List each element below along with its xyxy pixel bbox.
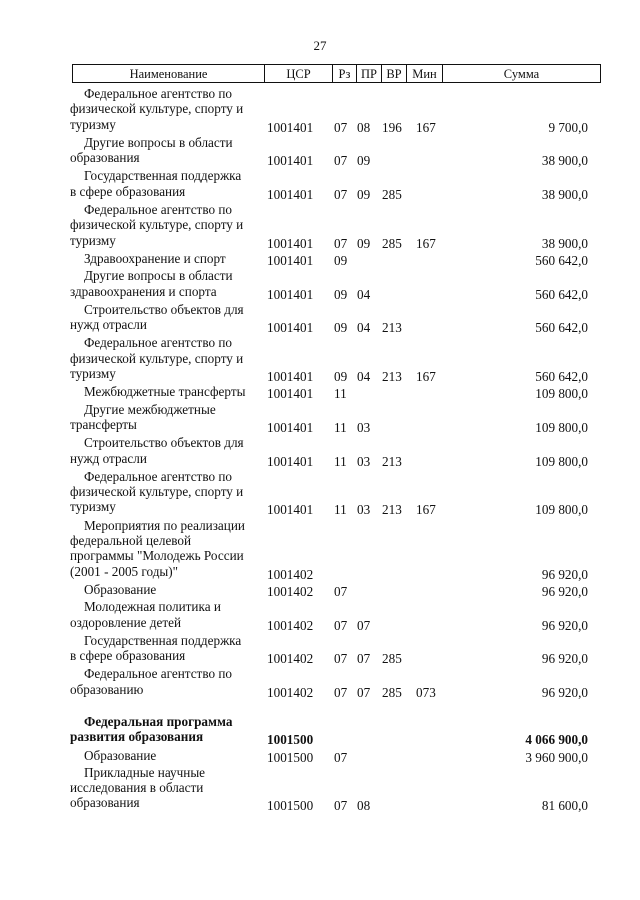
- row-csr: 1001500: [267, 749, 314, 765]
- row-name-line: Межбюджетные трансферты: [84, 384, 246, 400]
- row-csr: 1001402: [267, 651, 314, 667]
- row-rz: 07: [334, 119, 348, 135]
- row-name-line: физической культуре, спорту и: [70, 484, 244, 500]
- row-name-line: программы "Молодежь России: [70, 548, 244, 564]
- table-row: [0, 435, 640, 469]
- row-sum: 109 800,0: [535, 502, 588, 518]
- row-name: [70, 748, 260, 763]
- row-name-line: физической культуре, спорту и: [70, 217, 244, 233]
- row-min: 167: [416, 119, 436, 135]
- row-csr: 1001401: [267, 320, 314, 336]
- row-csr: 1001401: [267, 419, 314, 435]
- table-body: [0, 86, 640, 814]
- row-sum: 560 642,0: [535, 320, 588, 336]
- row-name-line: федеральной целевой: [70, 533, 192, 549]
- row-pr: 03: [357, 453, 371, 469]
- row-name-line: Федеральное агентство по: [84, 335, 232, 351]
- row-name-line: (2001 - 2005 годы)": [70, 563, 179, 579]
- row-vr: 213: [382, 502, 402, 518]
- column-header-pr: ПР: [356, 65, 381, 82]
- table-header: [72, 64, 601, 83]
- row-rz: 09: [334, 369, 348, 385]
- row-name-line: Другие межбюджетные: [84, 401, 216, 417]
- row-csr: 1001500: [267, 798, 314, 814]
- row-name: [70, 666, 260, 697]
- row-name: [70, 384, 260, 399]
- row-vr: 213: [382, 453, 402, 469]
- table-row: [0, 748, 640, 765]
- row-name-line: Молодежная политика и: [84, 599, 221, 615]
- row-name-line: Федеральное агентство по: [84, 468, 232, 484]
- row-min: 167: [416, 235, 436, 251]
- row-csr: 1001401: [267, 186, 314, 202]
- row-rz: 07: [334, 235, 348, 251]
- row-name-line: туризму: [70, 366, 116, 382]
- row-rz: 07: [334, 651, 348, 667]
- row-pr: 04: [357, 286, 371, 302]
- row-csr: 1001401: [267, 502, 314, 518]
- column-header-min: Мин: [406, 65, 442, 82]
- row-name-line: трансферты: [70, 416, 137, 432]
- table-row: [0, 251, 640, 268]
- row-name-line: Строительство объектов для: [84, 435, 244, 451]
- row-rz: 09: [334, 252, 348, 268]
- row-rz: 11: [334, 386, 347, 402]
- row-pr: 03: [357, 419, 371, 435]
- table-row: [0, 202, 640, 251]
- row-name-line: Другие вопросы в области: [84, 134, 233, 150]
- row-rz: 11: [334, 502, 347, 518]
- row-csr: 1001401: [267, 119, 314, 135]
- row-name-line: в сфере образования: [70, 648, 186, 664]
- row-name-line: туризму: [70, 116, 116, 132]
- row-csr: 1001402: [267, 684, 314, 700]
- table-row: [0, 599, 640, 633]
- row-name: [70, 469, 260, 515]
- row-pr: 04: [357, 369, 371, 385]
- table-row: [0, 518, 640, 582]
- row-name-line: образования: [70, 150, 140, 166]
- table-row: [0, 666, 640, 700]
- row-vr: 196: [382, 119, 402, 135]
- row-csr: 1001401: [267, 386, 314, 402]
- row-vr: 285: [382, 235, 402, 251]
- row-name-line: Государственная поддержка: [84, 168, 242, 184]
- row-rz: 07: [334, 617, 348, 633]
- row-sum: 96 920,0: [541, 617, 588, 633]
- table-row: [0, 135, 640, 169]
- table-row: [0, 335, 640, 384]
- row-name-line: Федеральное агентство по: [84, 202, 232, 218]
- row-pr: 09: [357, 186, 371, 202]
- row-pr: 04: [357, 320, 371, 336]
- row-name: [70, 435, 260, 466]
- row-name-line: оздоровление детей: [70, 614, 182, 630]
- table-row: [0, 582, 640, 599]
- row-name: [70, 518, 260, 579]
- row-sum: 96 920,0: [541, 651, 588, 667]
- row-pr: 09: [357, 235, 371, 251]
- row-sum: 109 800,0: [535, 386, 588, 402]
- row-name-line: Федеральная программа: [84, 713, 233, 729]
- row-csr: 1001401: [267, 153, 314, 169]
- row-rz: 09: [334, 320, 348, 336]
- row-name: [70, 599, 260, 630]
- row-name: [70, 633, 260, 664]
- row-name-line: нужд отрасли: [70, 450, 147, 466]
- row-sum: 38 900,0: [541, 235, 588, 251]
- row-rz: 07: [334, 798, 348, 814]
- row-min: 073: [416, 684, 436, 700]
- row-sum: 109 800,0: [535, 453, 588, 469]
- row-name: [70, 135, 260, 166]
- row-name: [70, 335, 260, 381]
- row-name: [70, 268, 260, 299]
- row-sum: 3 960 900,0: [525, 749, 588, 765]
- row-name-line: физической культуре, спорту и: [70, 350, 244, 366]
- table-row: [0, 633, 640, 667]
- row-sum: 560 642,0: [535, 252, 588, 268]
- row-name-line: исследования в области: [70, 780, 204, 796]
- row-rz: 07: [334, 749, 348, 765]
- row-name: [70, 86, 260, 132]
- column-header-csr: ЦСР: [264, 65, 332, 82]
- row-csr: 1001500: [267, 732, 314, 748]
- row-name-line: Федеральное агентство по: [84, 666, 232, 682]
- row-name-line: Образование: [84, 747, 157, 763]
- row-name-line: в сфере образования: [70, 183, 186, 199]
- row-name: [70, 168, 260, 199]
- row-sum: 560 642,0: [535, 286, 588, 302]
- row-rz: 11: [334, 453, 347, 469]
- row-rz: 07: [334, 684, 348, 700]
- table-row: [0, 765, 640, 814]
- row-rz: 09: [334, 286, 348, 302]
- row-sum: 4 066 900,0: [525, 732, 588, 748]
- row-rz: 07: [334, 153, 348, 169]
- row-sum: 96 920,0: [541, 566, 588, 582]
- row-sum: 96 920,0: [541, 583, 588, 599]
- row-name: [70, 582, 260, 597]
- row-csr: 1001401: [267, 235, 314, 251]
- row-name-line: физической культуре, спорту и: [70, 101, 244, 117]
- row-vr: 285: [382, 684, 402, 700]
- row-vr: 213: [382, 369, 402, 385]
- row-pr: 07: [357, 684, 371, 700]
- row-name-line: Федеральное агентство по: [84, 86, 232, 101]
- row-name: [70, 402, 260, 433]
- row-pr: 08: [357, 798, 371, 814]
- row-name: [70, 202, 260, 248]
- row-vr: 213: [382, 320, 402, 336]
- row-name-line: туризму: [70, 232, 116, 248]
- row-name-line: Образование: [84, 581, 157, 597]
- row-pr: 03: [357, 502, 371, 518]
- row-name-line: туризму: [70, 499, 116, 515]
- column-header-rz: Рз: [332, 65, 356, 82]
- row-csr: 1001401: [267, 369, 314, 385]
- row-sum: 38 900,0: [541, 186, 588, 202]
- table-row: [0, 168, 640, 202]
- row-sum: 38 900,0: [541, 153, 588, 169]
- column-header-vr: ВР: [381, 65, 406, 82]
- row-name: [70, 302, 260, 333]
- row-csr: 1001402: [267, 583, 314, 599]
- table-row: [0, 384, 640, 401]
- row-name: [70, 251, 260, 266]
- row-sum: 9 700,0: [548, 119, 588, 135]
- column-header-name: Наименование: [129, 67, 208, 81]
- row-csr: 1001401: [267, 252, 314, 268]
- row-name-line: Государственная поддержка: [84, 632, 242, 648]
- table-row: [0, 469, 640, 518]
- row-csr: 1001402: [267, 617, 314, 633]
- table-row: [0, 268, 640, 302]
- row-name-line: здравоохранения и спорта: [70, 283, 217, 299]
- row-csr: 1001402: [267, 566, 314, 582]
- row-name-line: образования: [70, 795, 140, 811]
- row-name: [70, 765, 260, 811]
- row-pr: 09: [357, 153, 371, 169]
- row-sum: 109 800,0: [535, 419, 588, 435]
- row-sum: 96 920,0: [541, 684, 588, 700]
- row-name-line: развития образования: [70, 729, 204, 745]
- row-name-line: нужд отрасли: [70, 317, 147, 333]
- row-rz: 07: [334, 583, 348, 599]
- row-name-line: Мероприятия по реализации: [84, 517, 245, 533]
- row-name-line: Другие вопросы в области: [84, 268, 233, 284]
- row-name-line: образованию: [70, 681, 144, 697]
- row-min: 167: [416, 502, 436, 518]
- row-rz: 07: [334, 186, 348, 202]
- row-vr: 285: [382, 186, 402, 202]
- row-name-line: Здравоохранение и спорт: [84, 250, 226, 266]
- row-csr: 1001401: [267, 453, 314, 469]
- row-name-line: Строительство объектов для: [84, 301, 244, 317]
- row-pr: 07: [357, 651, 371, 667]
- row-name-line: Прикладные научные: [84, 764, 206, 780]
- row-rz: 11: [334, 419, 347, 435]
- row-csr: 1001401: [267, 286, 314, 302]
- table-row: [0, 302, 640, 336]
- row-sum: 81 600,0: [541, 798, 588, 814]
- table-row: [0, 402, 640, 436]
- row-min: 167: [416, 369, 436, 385]
- table-row: [0, 86, 640, 135]
- row-name: [70, 714, 260, 745]
- table-row: [0, 714, 640, 748]
- page-number: 27: [313, 38, 327, 53]
- row-pr: 07: [357, 617, 371, 633]
- row-sum: 560 642,0: [535, 369, 588, 385]
- row-pr: 08: [357, 119, 371, 135]
- row-vr: 285: [382, 651, 402, 667]
- column-header-sum: Сумма: [442, 65, 600, 82]
